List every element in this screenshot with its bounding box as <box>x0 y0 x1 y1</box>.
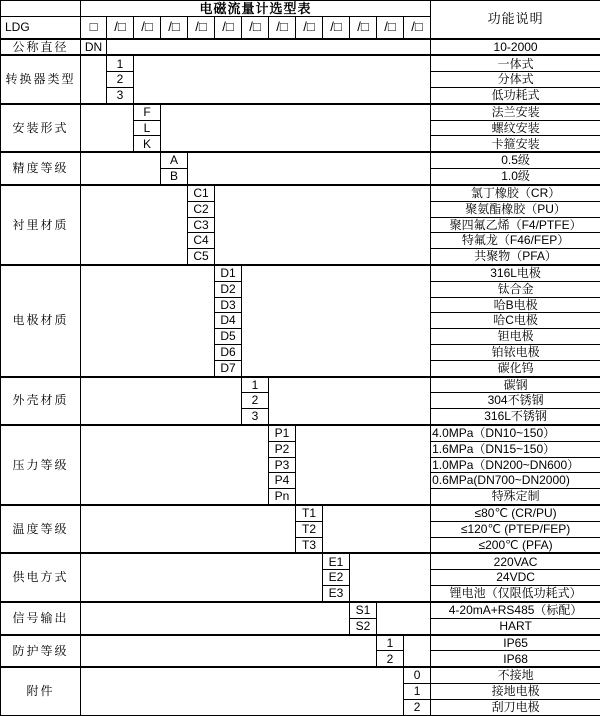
function-cell: 1.0级 <box>431 169 600 185</box>
table-title: 电磁流量计选型表 <box>81 1 431 17</box>
function-col-header: 功能说明 <box>431 1 600 39</box>
spacer-cell <box>134 55 431 103</box>
function-cell: 螺纹安装 <box>431 120 600 136</box>
spacer-cell <box>323 505 431 553</box>
code-cell: D7 <box>215 360 242 376</box>
code-cell: C2 <box>188 201 215 217</box>
code-cell: P2 <box>269 441 296 457</box>
code-cell: T3 <box>296 537 323 553</box>
spacer-cell <box>81 425 269 505</box>
code-cell: C5 <box>188 249 215 265</box>
function-cell: 1.6MPa（DN15~150） <box>431 441 600 457</box>
function-cell: 聚四氟乙烯（F4/PTFE） <box>431 217 600 233</box>
function-cell: HART <box>431 618 600 634</box>
code-cell: C1 <box>188 185 215 201</box>
model-slot-cell: /□ <box>134 17 161 39</box>
function-cell: 刮刀电极 <box>431 699 600 715</box>
function-cell: 聚氨酯橡胶（PU） <box>431 201 600 217</box>
code-cell: 3 <box>242 409 269 425</box>
function-cell: 哈C电极 <box>431 313 600 329</box>
model-box-cell: □ <box>81 17 107 39</box>
code-cell: 2 <box>377 651 404 667</box>
code-cell: F <box>134 104 161 120</box>
model-slot-cell: /□ <box>215 17 242 39</box>
function-cell: 卡箍安装 <box>431 136 600 152</box>
code-cell: 1 <box>404 684 431 700</box>
spacer-cell <box>107 39 431 56</box>
function-cell: ≤120℃ (PTEP/FEP) <box>431 521 600 537</box>
function-cell: 钽电极 <box>431 329 600 345</box>
code-cell: D5 <box>215 329 242 345</box>
spacer-cell <box>215 185 431 265</box>
category-label: 附件 <box>1 667 81 715</box>
code-cell: 0 <box>404 667 431 683</box>
spacer-cell <box>81 667 404 715</box>
spacer-cell <box>377 602 431 635</box>
function-cell: 316L不锈钢 <box>431 409 600 425</box>
category-label: 衬里材质 <box>1 185 81 265</box>
spacer-cell <box>81 185 188 265</box>
model-slot-cell: /□ <box>269 17 296 39</box>
function-cell: 分体式 <box>431 72 600 88</box>
function-cell: 4.0MPa（DN10~150） <box>431 425 600 441</box>
function-cell: 特殊定制 <box>431 489 600 505</box>
function-cell: 10-2000 <box>431 39 600 56</box>
function-cell: 一体式 <box>431 55 600 71</box>
model-slot-cell: /□ <box>107 17 134 39</box>
category-label: 供电方式 <box>1 553 81 601</box>
code-cell: 1 <box>377 635 404 651</box>
function-cell: 1.0MPa（DN200~DN600） <box>431 457 600 473</box>
code-cell: S2 <box>350 618 377 634</box>
spacer-cell <box>81 55 107 103</box>
model-slot-cell: /□ <box>377 17 404 39</box>
category-label: 转换器类型 <box>1 55 81 103</box>
function-cell: 铂铱电极 <box>431 344 600 360</box>
code-cell: P4 <box>269 473 296 489</box>
function-cell: 0.5级 <box>431 152 600 168</box>
function-cell: 哈B电极 <box>431 297 600 313</box>
function-cell: 24VDC <box>431 570 600 586</box>
category-label: 安装形式 <box>1 104 81 152</box>
spacer-cell <box>269 377 431 425</box>
code-cell: D4 <box>215 313 242 329</box>
code-cell: P3 <box>269 457 296 473</box>
spacer-cell <box>161 104 431 152</box>
model-prefix-cell: LDG <box>1 17 81 39</box>
spacer-cell <box>404 635 431 668</box>
category-label: 精度等级 <box>1 152 81 185</box>
spacer-cell <box>81 152 161 185</box>
model-slot-cell: /□ <box>350 17 377 39</box>
function-cell: 304不锈钢 <box>431 393 600 409</box>
code-cell: T2 <box>296 521 323 537</box>
function-cell: 4-20mA+RS485（标配） <box>431 602 600 618</box>
function-cell: 锂电池（仅限低功耗式） <box>431 586 600 602</box>
spacer-cell <box>350 553 431 601</box>
spacer-cell <box>81 265 215 377</box>
function-cell: 特氟龙（F46/FEP） <box>431 233 600 249</box>
function-cell: 氯丁橡胶（CR） <box>431 185 600 201</box>
code-cell: K <box>134 136 161 152</box>
code-cell: T1 <box>296 505 323 521</box>
function-cell: ≤200℃ (PFA) <box>431 537 600 553</box>
category-label: 防护等级 <box>1 635 81 668</box>
category-label: 温度等级 <box>1 505 81 553</box>
code-cell: E3 <box>323 586 350 602</box>
function-cell: IP65 <box>431 635 600 651</box>
function-cell: 220VAC <box>431 553 600 569</box>
spacer-cell <box>81 635 377 668</box>
spacer-cell <box>296 425 431 505</box>
model-slot-cell: /□ <box>323 17 350 39</box>
code-cell: D3 <box>215 297 242 313</box>
code-cell: B <box>161 169 188 185</box>
code-cell: DN <box>81 39 107 56</box>
code-cell: 2 <box>107 72 134 88</box>
model-slot-cell: /□ <box>404 17 431 39</box>
function-cell: 316L电极 <box>431 265 600 281</box>
code-cell: A <box>161 152 188 168</box>
spacer-cell <box>242 265 431 377</box>
code-cell: E1 <box>323 553 350 569</box>
spacer-cell <box>81 505 296 553</box>
corner-cell <box>1 1 81 17</box>
category-label: 信号输出 <box>1 602 81 635</box>
spacer-cell <box>81 602 350 635</box>
code-cell: 1 <box>107 55 134 71</box>
code-cell: L <box>134 120 161 136</box>
code-cell: C4 <box>188 233 215 249</box>
category-label: 电极材质 <box>1 265 81 377</box>
function-cell: 0.6MPa(DN700~DN2000) <box>431 473 600 489</box>
model-slot-cell: /□ <box>161 17 188 39</box>
code-cell: P1 <box>269 425 296 441</box>
spacer-cell <box>81 553 323 601</box>
category-label: 外壳材质 <box>1 377 81 425</box>
code-cell: S1 <box>350 602 377 618</box>
function-cell: 碳钢 <box>431 377 600 393</box>
function-cell: 低功耗式 <box>431 88 600 104</box>
model-slot-cell: /□ <box>188 17 215 39</box>
function-cell: 共聚物（PFA） <box>431 249 600 265</box>
code-cell: Pn <box>269 489 296 505</box>
category-label: 公称直径 <box>1 39 81 56</box>
spacer-cell <box>81 377 242 425</box>
code-cell: C3 <box>188 217 215 233</box>
model-slot-cell: /□ <box>242 17 269 39</box>
code-cell: 2 <box>242 393 269 409</box>
function-cell: 碳化钨 <box>431 360 600 376</box>
code-cell: D2 <box>215 281 242 297</box>
code-cell: 3 <box>107 88 134 104</box>
code-cell: E2 <box>323 570 350 586</box>
code-cell: D6 <box>215 344 242 360</box>
function-cell: IP68 <box>431 651 600 667</box>
function-cell: 法兰安装 <box>431 104 600 120</box>
function-cell: 接地电极 <box>431 684 600 700</box>
function-cell: 钛合金 <box>431 281 600 297</box>
category-label: 压力等级 <box>1 425 81 505</box>
function-cell: 不接地 <box>431 667 600 683</box>
code-cell: 1 <box>242 377 269 393</box>
spacer-cell <box>188 152 431 185</box>
spacer-cell <box>81 104 134 152</box>
model-slot-cell: /□ <box>296 17 323 39</box>
code-cell: 2 <box>404 699 431 715</box>
function-cell: ≤80℃ (CR/PU) <box>431 505 600 521</box>
code-cell: D1 <box>215 265 242 281</box>
